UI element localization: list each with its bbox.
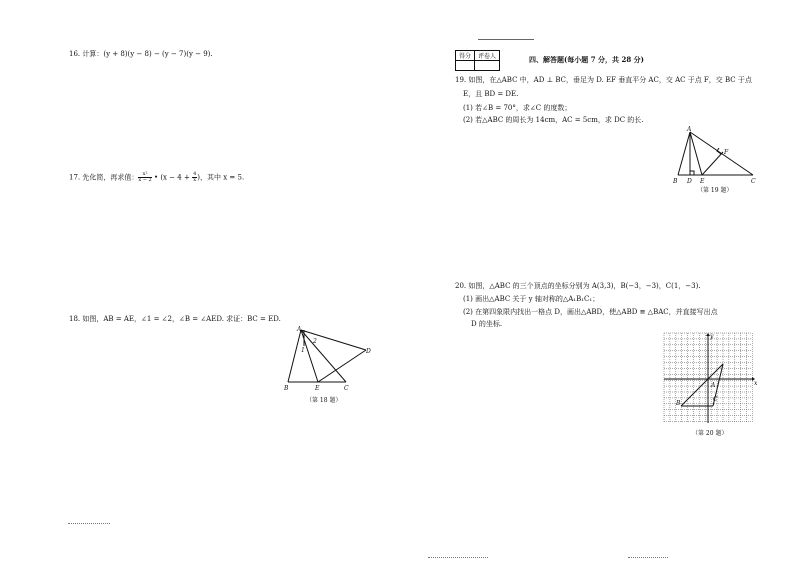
label-E: E — [315, 385, 320, 392]
label-D: D — [366, 348, 371, 355]
fraction-2-den: x — [193, 177, 197, 183]
label-x: x — [754, 380, 758, 387]
score-table — [455, 50, 500, 71]
section-title: 四、解答题(每小题 7 分，共 28 分) — [529, 55, 644, 64]
figure-18 — [280, 324, 380, 398]
label-E: E — [700, 178, 705, 185]
label-y: y — [710, 333, 714, 340]
figure-20-grid — [664, 333, 760, 425]
question-19-sub2: (2) 若△ABC 的周长为 14cm，AC = 5cm，求 DC 的长. — [463, 116, 644, 124]
question-17-suffix: )，其中 x = 5. — [197, 173, 245, 182]
question-17 — [69, 172, 244, 183]
question-17-prefix: 17. 先化简，再求值： — [69, 173, 139, 182]
fraction-2-num: 4 — [193, 171, 197, 177]
score-label: 得分 — [456, 51, 475, 61]
label-A: A — [711, 382, 716, 389]
label-F: F — [724, 149, 729, 156]
label-A: A — [297, 326, 302, 333]
question-20-sub2a: (2) 在第四象限内找出一格点 D，画出△ABD，使△ABD ≌ △BAC，并直接写出点 — [463, 308, 718, 316]
question-18: 18. 如图，AB = AE，∠1 = ∠2，∠B = ∠AED. 求证：BC = ED. — [69, 315, 281, 323]
caption-20: （第 20 题） — [692, 430, 728, 437]
label-C: C — [713, 396, 718, 403]
figure-19 — [670, 125, 760, 185]
label-D: D — [687, 178, 692, 185]
fraction-1-den: x − 2 — [138, 177, 152, 183]
footer-dots-left — [68, 523, 110, 524]
grader-cell — [475, 61, 500, 71]
question-19-line1: 19. 如图，在△ABC 中，AD ⊥ BC，垂足为 D. EF 垂直平分 AC，交 AC 于点 F，交 BC 于点 — [455, 76, 752, 84]
question-16: 16. 计算：(y + 8)(y − 8) − (y − 7)(y − 9). — [69, 50, 213, 58]
label-A: A — [687, 126, 692, 133]
question-20-line1: 20. 如图，△ABC 的三个顶点的坐标分别为 A(3,3)，B(−3，−3)，C(1，−3). — [455, 282, 701, 290]
label-C: C — [751, 178, 756, 185]
question-20-sub1: (1) 画出△ABC 关于 y 轴对称的△A₁B₁C₁； — [463, 295, 600, 303]
caption-19: （第 19 题） — [697, 187, 733, 194]
question-19-line2: E，且 BD = DE. — [463, 90, 519, 98]
grader-label: 评卷人 — [475, 51, 500, 61]
footer-dots-right-2 — [628, 557, 668, 558]
label-2: 2 — [313, 338, 317, 345]
question-19-sub1: (1) 若∠B = 70°，求∠C 的度数； — [463, 104, 572, 112]
fraction-1 — [138, 172, 151, 183]
label-B: B — [284, 385, 289, 392]
label-C: C — [344, 385, 349, 392]
score-cell — [456, 61, 475, 71]
question-17-mid: • (x − 4 + — [151, 173, 193, 182]
label-B: B — [673, 178, 678, 185]
caption-18: （第 18 题） — [306, 397, 342, 404]
top-rule — [478, 39, 534, 40]
question-20-sub2b: D 的坐标. — [471, 320, 503, 328]
label-B: B — [676, 400, 681, 407]
label-1: 1 — [301, 347, 305, 354]
fraction-1-num: x² — [138, 172, 151, 178]
footer-dots-right-1 — [428, 557, 488, 558]
